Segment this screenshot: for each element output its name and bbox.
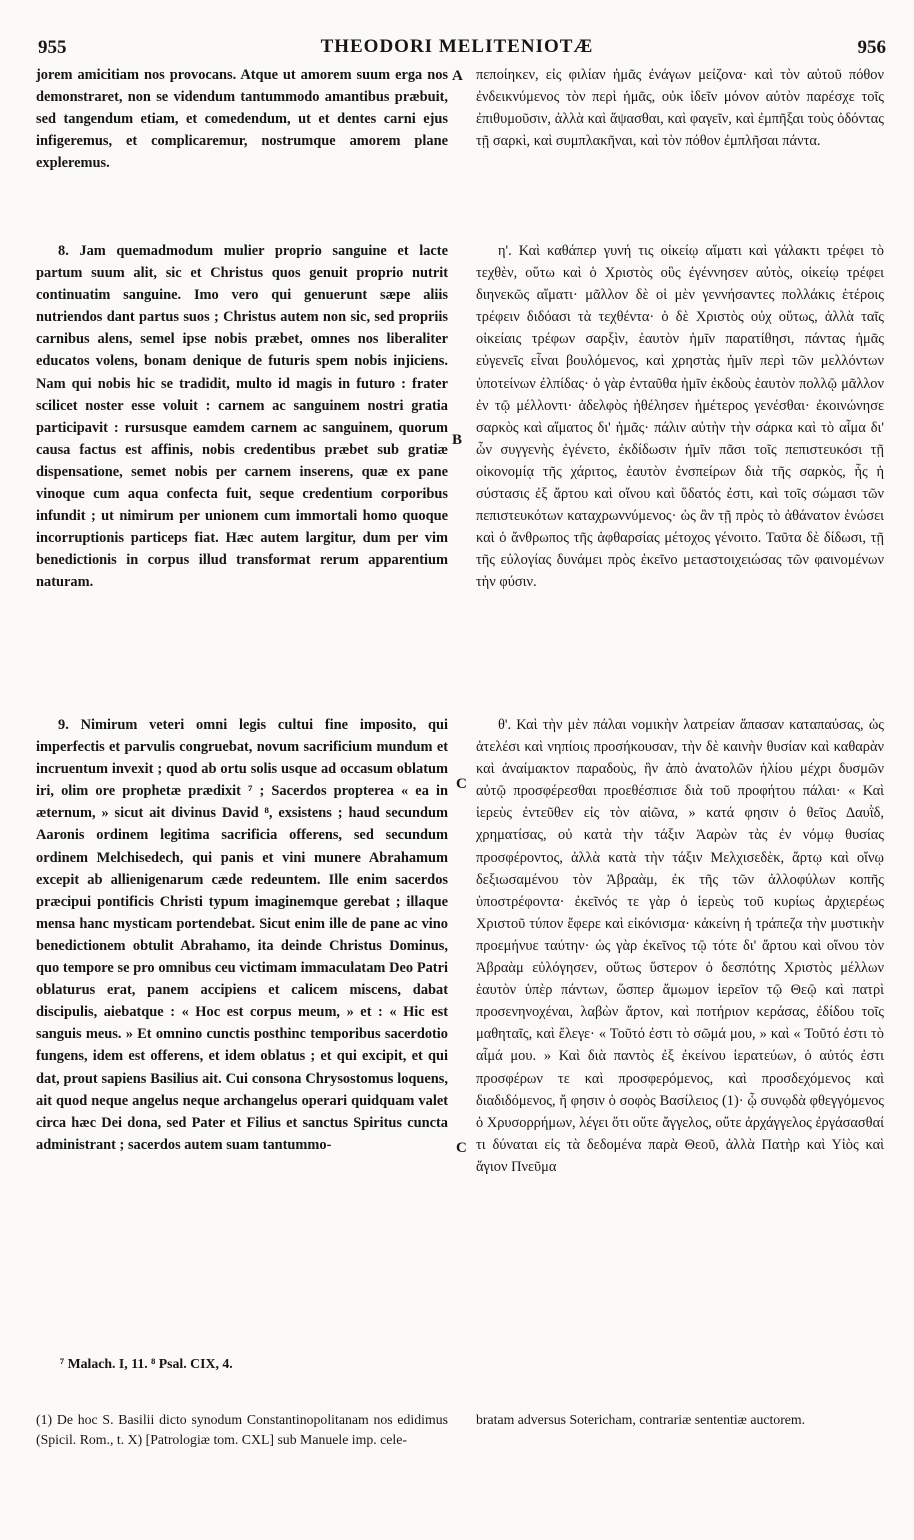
scripture-references: ⁷ Malach. I, 11. ⁸ Psal. CIX, 4. (60, 1356, 233, 1371)
greek-block-9 (476, 714, 884, 1178)
latin-block-9 (36, 714, 448, 1156)
latin-block-8 (36, 240, 448, 594)
greek-paragraph-9: θ'. Καὶ τὴν μὲν πάλαι νομικὴν λατρείαν ἅπασαν καταπαύσας, ὡς ἀτελέσι καὶ νηπίοις προσήκουσαν, τὴν δὲ καινὴν θυσίαν καὶ καθαρὰν καὶ ἀναίμακτον παραδοὺς, ἣν ἀπὸ ἀνατολῶν ἡλίου μέχρι δυσμῶν αὐτῷ προσφέρεσθαι προεθέσπισε διὰ τοῦ προφήτου πάλαι· « Καὶ ἱερεὺς ἐντεῦθεν εἰς τὸν αἰῶνα, » κατά φησιν ὁ θεῖος Δαυῒδ, χρηματίσας, οὐ κατὰ τὴν τάξιν Ἀαρὼν τὰς ἐν νόμῳ θυσίας προσφέροντος, ἀλλὰ κατὰ τὴν τάξιν Μελχισεδὲκ, ἄρτῳ καὶ οἴνῳ δεξιωσαμένου τὸν Ἀβραὰμ, ἐκ τῆς τῶν ἀλλοφύλων κοπῆς ὑποστρέφοντα· ἐκεῖνός τε γὰρ ὁ ἱερεὺς τοῦ κυρίως ἀρχιερέως Χριστοῦ τύπον ἔφερε καὶ εἰκόνισμα· κἀκείνη ἡ τράπεζα τὴν μυστικὴν προεμήνυε ταύτην· ὡς γὰρ ἐκεῖνος τῷ τότε δι' ἄρτου καὶ οἴνου τὸν Ἀβραὰμ εὐλόγησεν, οὕτως ὕστερον ὁ δεσπότης Χριστὸς μέλλων ἑαυτὸν ὑπὲρ πάντων, ὥσπερ ἄμωμον ἱερεῖον τῷ Θεῷ καὶ πατρὶ προσενηνοχέναι, λαβὼν ἄρτον, καὶ ποτήριον κεράσας, ἐδίδου τοῖς μαθηταῖς, καὶ ἔλεγε· « Τοῦτό ἐστι τὸ σῶμά μου, » καὶ « Τοῦτό ἐστι τὸ αἷμά μου. » Καὶ διὰ παντὸς ἐξ ἐκείνου ἱερατεύων, ὁ αὐτός ἐστι προσφέρων τε καὶ προσφερόμενος, καὶ προσδεχόμενος καὶ διαδιδόμενος, ἤ φησιν ὁ σοφὸς Βασίλειος (1)· ᾧ συνῳδὰ φθεγγόμενος ὁ Χρυσορρήμων, λέγει ὅτι οὔτε ἄγγελος, οὔτε ἀρχάγγελος ἐργάσασθαί τι δύναται εἰς τὰ δεδομένα παρὰ Θεοῦ, ἀλλὰ Πατὴρ καὶ Υἱὸς καὶ ἅγιον Πνεῦμα (476, 717, 884, 1175)
footnote-left: (1) De hoc S. Basilii dicto synodum Constantinopolitanam nos edidimus (Spicil. Rom., t. X) [Patrologiæ tom. CXL] sub Manuele imp. cele- (36, 1412, 448, 1447)
margin-letter-a: A (452, 68, 463, 84)
page-number-left: 955 (38, 37, 67, 58)
greek-block-8 (476, 240, 884, 594)
margin-letter-b: B (452, 432, 463, 448)
greek-paragraph-8: η'. Καὶ καθάπερ γυνή τις οἰκείῳ αἵματι καὶ γάλακτι τρέφει τὸ τεχθὲν, οὕτω καὶ ὁ Χριστὸς οὓς ἐγέννησεν αὐτὸς, οἰκείῳ τρέφει διηνεκῶς αἵματι· μᾶλλον δὲ οἱ μὲν γεννήσαντες πολλάκις ἑτέροις τρέφειν διδόασι τὰ τεχθέντα· ὁ δὲ Χριστὸς οὐχ οὕτως, ἀλλὰ ταῖς οἰκείαις τρέφων σαρξὶν, ἑαυτὸν ἡμῖν παρατίθησι, πάντας ἡμᾶς εὐγενεῖς εἶναι βουλόμενος, καὶ χρηστὰς ἡμῖν περὶ τῶν μελλόντων ὑποτείνων ἐλπίδας· ὁ γὰρ ἐνταῦθα ἡμῖν ἐκδοὺς ἑαυτὸν πολλῷ μᾶλλον ἐν τῷ μέλλοντι· ἀδελφὸς ἠθέλησεν ἡμέτερος γενέσθαι· ἐκοινώνησε σαρκὸς καὶ αἵματος δι' ἡμᾶς· πάλιν αὐτὴν τὴν σάρκα καὶ τὸ αἷμα δι' ὧν συγγενὴς ἐγένετο, ἐκδίδωσιν ἡμῖν πᾶσι τοῖς πεπιστευκόσι τῇ οἰκονομίᾳ τῆς χάριτος, ἑαυτὸν ἐνσπείρων διὰ τῆς σαρκὸς, ἧς ἡ σύστασις ἐξ ἄρτου καὶ οἴνου καὶ ὕδατός ἐστι, καὶ τοῖς σώμασι τῶν πεπιστευκότων καταχρωννύμενος· ὡς ἂν τῇ πρὸς τὸ ἀθάνατον ἑνώσει καὶ ὁ ἄνθρωπος τῆς ἀφθαρσίας μέτοχος γένοιτο. Ταῦτα δὲ δίδωσι, τῇ τῆς εὐλογίας δυνάμει πρὸς ἐκεῖνο μεταστοιχειώσας τῶν φαινομένων τὴν φύσιν. (476, 243, 884, 591)
latin-block-7 (36, 64, 448, 174)
margin-letter-c1: C (456, 776, 467, 792)
greek-paragraph-7: πεποίηκεν, εἰς φιλίαν ἡμᾶς ἐνάγων μείζονα· καὶ τὸν αὐτοῦ πόθον ἐνδεικνύμενος τὸν περὶ ἡμᾶς, οὐκ ἰδεῖν μόνον αὐτὸν παρέσχε τοῖς ἐπιθυμοῦσιν, ἀλλὰ καὶ ἅψασθαι, καὶ φαγεῖν, καὶ ἐμπῆξαι τοὺς ὀδόντας τῇ σαρκὶ, καὶ συμπλακῆναι, καὶ τὸν πόθον ἐμπλῆσαι πάντα. (476, 67, 884, 150)
latin-paragraph-9: 9. Nimirum veteri omni legis cultui fine imposito, qui imperfectis et parvulis congruebat, novum sacrificium mundum et incruentum invexit ; quod ab ortu solis usque ad occasum oblatum iri, olim ore prophetæ prædixit ⁷ ; Sacerdos propterea « ea in æternum, » sicut ait divinus David ⁸, exsistens ; haud secundum Aaronis ordinem legitima sacrificia offerens, sed secundum ordinem Melchisedech, qui panis et vini munere Abrahamum excepit ab allienigenarum cæde redeuntem. Ille enim sacerdos præcipui pontificis Christi typum imaginemque gerebat ; illaque mensa hanc mysticam portendebat. Sicut enim ille de pane ac vino benedictionem obtulit Abrahamo, ita deinde Christus Dominus, quo tempore se pro omnibus ceu victimam immaculatam Deo Patri oblaturus erat, panem accipiens et calicem miscens, dabat discipulis, aiebatque : « Hoc est corpus meum, » et : « Hic est sanguis meus. » Et omnino cunctis posthinc temporibus sacerdotio fungens, idem est offerens, et idem oblatus ; et qui excipit, et qui dat, prout sapiens Basilius ait. Cui consona Chrysostomus loquens, ait quod neque angelus neque archangelus operari quidquam valet circa hæc Dei dona, sed Pater et Filius et sanctus Spiritus cuncta administrant ; sacerdos autem suam tantummo- (36, 717, 448, 1153)
margin-letter-c2: C (456, 1140, 467, 1156)
running-header (0, 33, 914, 61)
latin-paragraph-8: 8. Jam quemadmodum mulier proprio sanguine et lacte partum suum alit, sic et Christus quos genuit proprio nutrit continuatim sanguine. Imo vero qui genuerunt sæpe aliis nutriendos dant partus suos ; Christus autem non sic, sed propriis carnibus alens, semel ipse nobis præbet, omnes nos liberaliter educatos volens, bonam denique de futuris spem nobis injiciens. Nam qui nobis hic se tradidit, multo id magis in futuro : frater scilicet noster esse voluit : carnem ac sanguinem nostri gratia participavit : rursusque eamdem carnem ac sanguinem, quorum causa factus est affinis, nobis credentibus præbet sub gratiæ dispensatione, semet nobis per carnem inserens, quæ ex pane vinoque cum aqua confecta fuit, seque credentium corporibus infundit ; ut nimirum per unionem cum immortali homo quoque incorruptionis particeps fiat. Hæc autem largitur, dum per vim benedictionis in corpus illud transformat rerum apparentium naturam. (36, 243, 448, 591)
running-title: THEODORI MELITENIOTÆ (320, 36, 594, 57)
latin-paragraph-7: jorem amicitiam nos provocans. Atque ut amorem suum erga nos demonstraret, non se videndum tantummodo amantibus præbuit, sed tangendum etiam, et comedendum, ut et dentes carni ejus infigeremus, et complicaremur, nostrumque amorem plane expleremus. (36, 67, 448, 172)
greek-block-7 (476, 64, 884, 152)
footnote-right: bratam adversus Sotericham, contrariæ sententiæ auctorem. (476, 1412, 806, 1427)
page-number-right: 956 (857, 37, 886, 58)
